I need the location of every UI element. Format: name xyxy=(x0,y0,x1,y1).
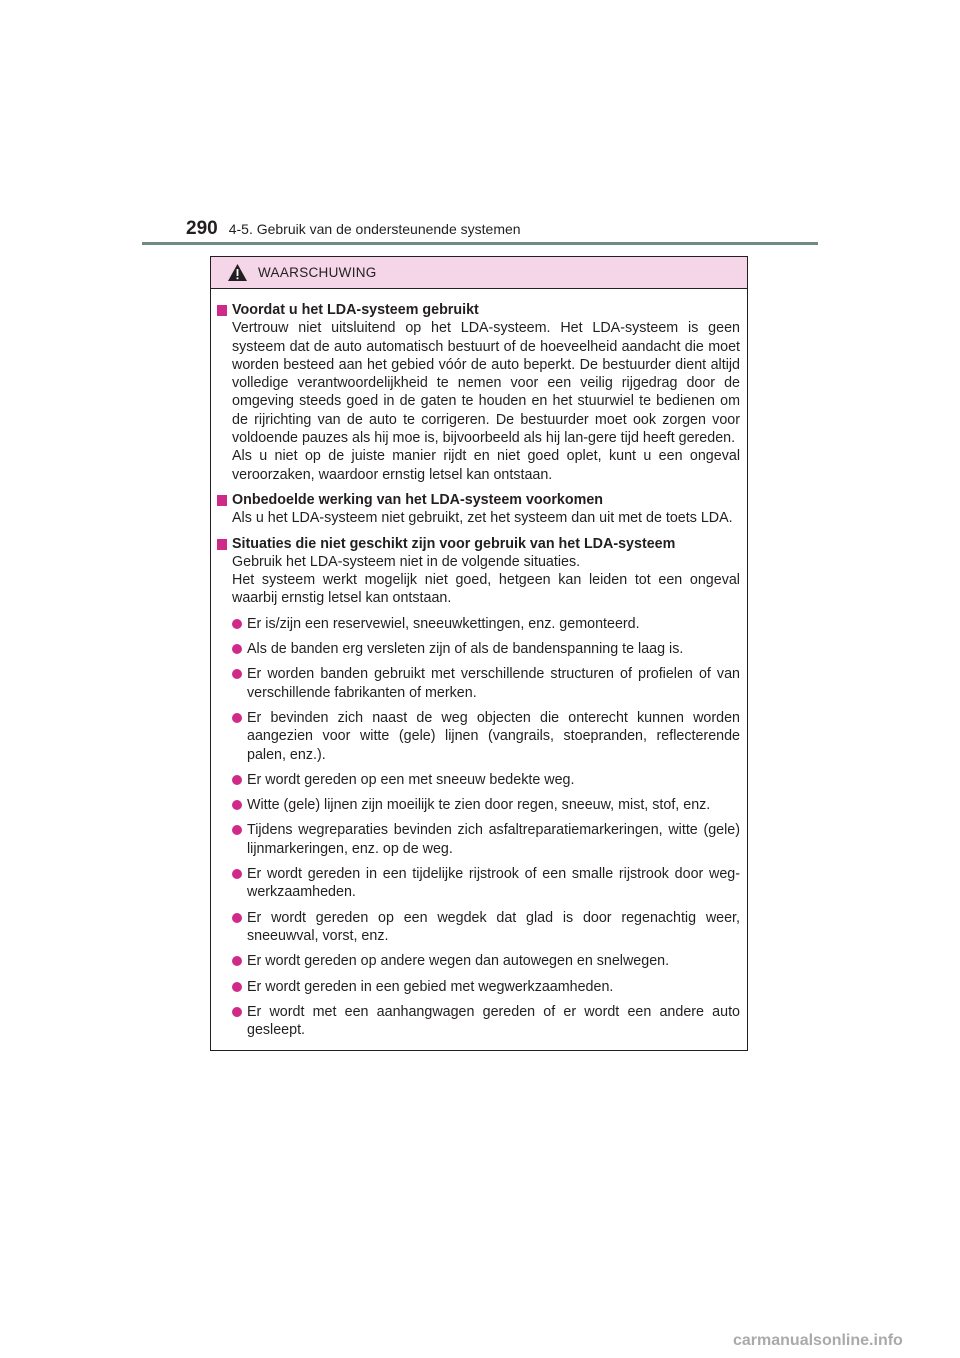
list-item xyxy=(232,665,740,702)
list-item-text: Er wordt gereden op een met sneeuw bedekte weg. xyxy=(247,771,575,788)
list-item xyxy=(232,952,740,970)
round-bullet-icon xyxy=(232,1007,242,1017)
warning-box xyxy=(210,256,748,1051)
paragraph: Gebruik het LDA-systeem niet in de volgende situaties. xyxy=(232,553,581,570)
list-item xyxy=(232,615,740,633)
round-bullet-icon xyxy=(232,669,242,679)
section-heading xyxy=(217,535,740,553)
list-item-text: Er is/zijn een reservewiel, sneeuwkettingen, enz. gemonteerd. xyxy=(247,615,640,632)
list-item xyxy=(232,640,740,658)
section-heading xyxy=(217,491,740,509)
round-bullet-icon xyxy=(232,869,242,879)
list-item xyxy=(232,978,740,996)
list-item xyxy=(232,1003,740,1040)
warning-triangle-icon xyxy=(227,263,248,282)
list-item xyxy=(232,865,740,902)
square-bullet-icon xyxy=(217,495,227,506)
list-item xyxy=(232,771,740,789)
header-rule xyxy=(142,242,818,245)
list-item xyxy=(232,796,740,814)
warning-header xyxy=(211,257,747,289)
paragraph: Het systeem werkt mogelijk niet goed, hetgeen kan leiden tot een ongeval waarbij ernstig letsel kan ontstaan. xyxy=(232,572,740,607)
list-item-text: Witte (gele) lijnen zijn moeilijk te zien door regen, sneeuw, mist, stof, enz. xyxy=(247,797,711,814)
round-bullet-icon xyxy=(232,825,242,835)
list-item-text: Er wordt met een aanhangwagen gereden of er wordt een andere auto gesleept. xyxy=(247,1003,740,1039)
list-item-text: Er wordt gereden in een tijdelijke rijstrook of een smalle rijstrook door weg-werkzaamheden. xyxy=(247,866,740,901)
square-bullet-icon xyxy=(217,305,227,316)
section-heading-text: Situaties die niet geschikt zijn voor gebruik van het LDA-systeem xyxy=(232,535,676,552)
section-unsuitable-situations xyxy=(217,535,740,1040)
warning-title: WAARSCHUWING xyxy=(258,265,377,280)
round-bullet-icon xyxy=(232,713,242,723)
section-heading xyxy=(217,301,740,319)
list-item xyxy=(232,821,740,858)
paragraph: Als u het LDA-systeem niet gebruikt, zet het systeem dan uit met de toets LDA. xyxy=(232,510,733,527)
list-item-text: Er bevinden zich naast de weg objecten die onterecht kunnen worden aangezien voor witte (gele) lijnen (vangrails, stoepranden, reflecterende palen, enz.). xyxy=(247,709,740,763)
section-prevent-unintended xyxy=(217,491,740,528)
list-item xyxy=(232,709,740,764)
section-heading-text: Voordat u het LDA-systeem gebruikt xyxy=(232,302,479,318)
list-item-text: Er wordt gereden in een gebied met wegwerkzaamheden. xyxy=(247,978,614,995)
list-item-text: Tijdens wegreparaties bevinden zich asfaltreparatiemarkeringen, witte (gele) lijnmarkeringen, enz. op de weg. xyxy=(247,822,740,857)
round-bullet-icon xyxy=(232,644,242,654)
round-bullet-icon xyxy=(232,982,242,992)
round-bullet-icon xyxy=(232,775,242,785)
square-bullet-icon xyxy=(217,539,227,550)
paragraph: Als u niet op de juiste manier rijdt en niet goed oplet, kunt u een ongeval veroorzaken, waardoor ernstig letsel kan ontstaan. xyxy=(232,448,740,483)
paragraph: Vertrouw niet uitsluitend op het LDA-systeem. Het LDA-systeem is geen systeem dat de auto automatisch bestuurt of de hoeveelheid aandacht die moet worden besteed aan het gebied vóór de auto beperkt. De bestuurder dient altijd volledige verantwoordelijkheid te nemen voor een veilig rijgedrag door de omgeving steeds goed in de gaten te houden en het stuurwiel te bedienen om de rijrichting van de auto te corrigeren. De bestuurder moet ook zorgen voor voldoende pauzes als hij moe is, bijvoorbeeld als hij lan-gere tijd heeft gereden. xyxy=(232,320,740,447)
page-number: 290 xyxy=(186,218,218,239)
list-item-text: Als de banden erg versleten zijn of als de bandenspanning te laag is. xyxy=(247,641,684,658)
round-bullet-icon xyxy=(232,956,242,966)
watermark: carmanualsonline.info xyxy=(733,1332,903,1349)
list-item-text: Er wordt gereden op een wegdek dat glad is door regenachtig weer, sneeuwval, vorst, enz. xyxy=(247,909,740,944)
list-item xyxy=(232,909,740,946)
section-heading-text: Onbedoelde werking van het LDA-systeem voorkomen xyxy=(232,491,604,508)
warning-content xyxy=(211,289,747,1039)
chapter-title: 4-5. Gebruik van de ondersteunende systemen xyxy=(228,221,521,237)
round-bullet-icon xyxy=(232,619,242,629)
list-item-text: Er worden banden gebruikt met verschillende structuren of profielen of van verschillende fabrikanten of merken. xyxy=(247,666,740,701)
round-bullet-icon xyxy=(232,800,242,810)
section-before-use xyxy=(217,301,740,484)
round-bullet-icon xyxy=(232,913,242,923)
list-item-text: Er wordt gereden op andere wegen dan autowegen en snelwegen. xyxy=(247,953,670,970)
page-header xyxy=(186,218,521,240)
